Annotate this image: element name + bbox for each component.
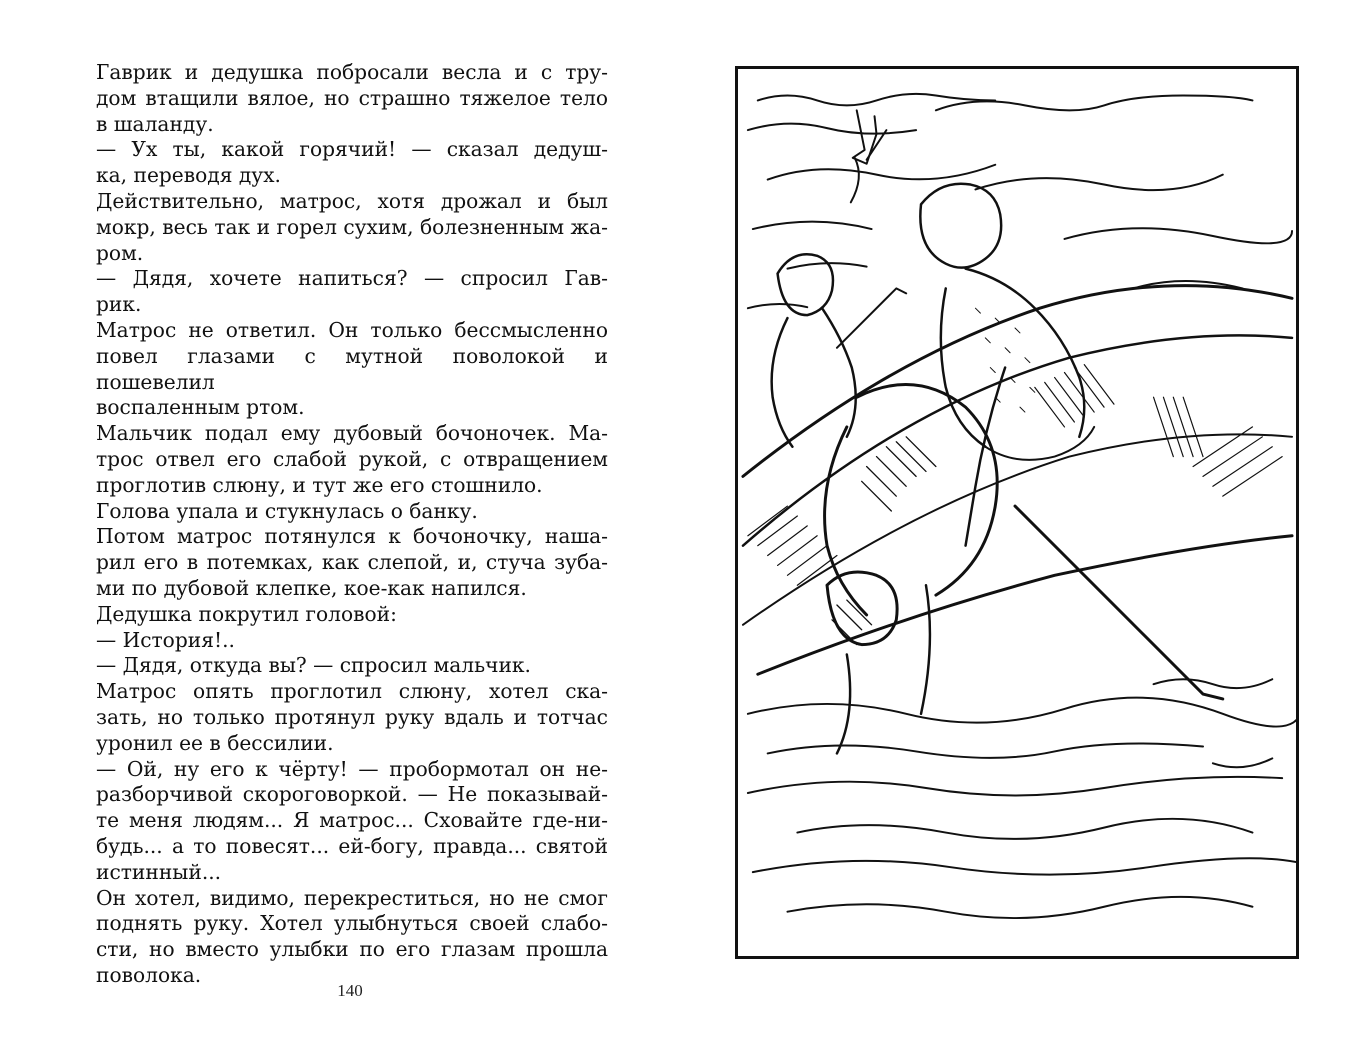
page-text — [96, 60, 608, 989]
text-line: Дедушка покрутил головой: — [96, 601, 397, 626]
text-line: Мальчик подал ему дубовый бочоночек. Ма- — [96, 421, 608, 446]
text-line: проглотив слюну, и тут же его стошнило. — [96, 472, 543, 497]
text-line: воспаленным ртом. — [96, 395, 305, 420]
text-line: трос отвел его слабой рукой, с отвращением — [96, 446, 608, 471]
text-line: ром. — [96, 240, 144, 265]
text-line: Голова упала и стукнулась о банку. — [96, 498, 478, 523]
text-line: Гаврик и дедушка побросали весла и с тру- — [96, 60, 608, 84]
text-line: — Дядя, хочете напиться? — спросил Гав- — [96, 266, 608, 291]
text-line: ми по дубовой клепке, кое-как напился. — [96, 575, 527, 600]
text-line: разборчивой скороговоркой. — Не показывай- — [96, 782, 608, 807]
text-line: мокр, весь так и горел сухим, болезненным жа- — [96, 214, 608, 239]
illustration-frame — [735, 66, 1299, 959]
text-line: рик. — [96, 292, 142, 317]
text-line: Потом матрос потянулся к бочоночку, наша- — [96, 524, 608, 549]
text-line: рил его в потемках, как слепой, и, стуча зуба- — [96, 550, 608, 575]
text-line: те меня людям... Я матрос... Сховайте где-ни- — [96, 808, 608, 833]
text-line: Матрос опять проглотил слюну, хотел ска- — [96, 679, 608, 704]
ink-illustration-boat-rescue-icon — [738, 69, 1296, 956]
text-line: будь... а то повесят... ей-богу, правда... святой — [96, 833, 608, 858]
text-line: сти, но вместо улыбки по его глазам прошла — [96, 937, 608, 962]
text-line: уронил ее в бессилии. — [96, 730, 334, 755]
text-line: — Ух ты, какой горячий! — сказал дедуш- — [96, 137, 608, 162]
text-line: зать, но только протянул руку вдаль и тотчас — [96, 704, 608, 729]
text-line: дом втащили вялое, но страшно тяжелое тело — [96, 85, 608, 110]
text-line: повел глазами с мутной поволокой и пошевелил — [96, 343, 608, 394]
text-line: Он хотел, видимо, перекреститься, но не смог — [96, 885, 608, 910]
text-line: — Дядя, откуда вы? — спросил мальчик. — [96, 653, 531, 678]
text-line: истинный... — [96, 859, 222, 884]
text-line: — Ой, ну его к чёрту! — пробормотал он не- — [96, 756, 608, 781]
text-line: в шаланду. — [96, 111, 214, 136]
text-line: поднять руку. Хотел улыбнуться своей слабо- — [96, 911, 608, 936]
text-line: Матрос не ответил. Он только бессмысленно — [96, 317, 608, 342]
text-line: — История!.. — [96, 627, 235, 652]
text-line: поволока. — [96, 962, 202, 987]
page-number: 140 — [337, 981, 363, 1000]
text-line: Действительно, матрос, хотя дрожал и был — [96, 188, 608, 213]
text-line: ка, переводя дух. — [96, 163, 281, 188]
